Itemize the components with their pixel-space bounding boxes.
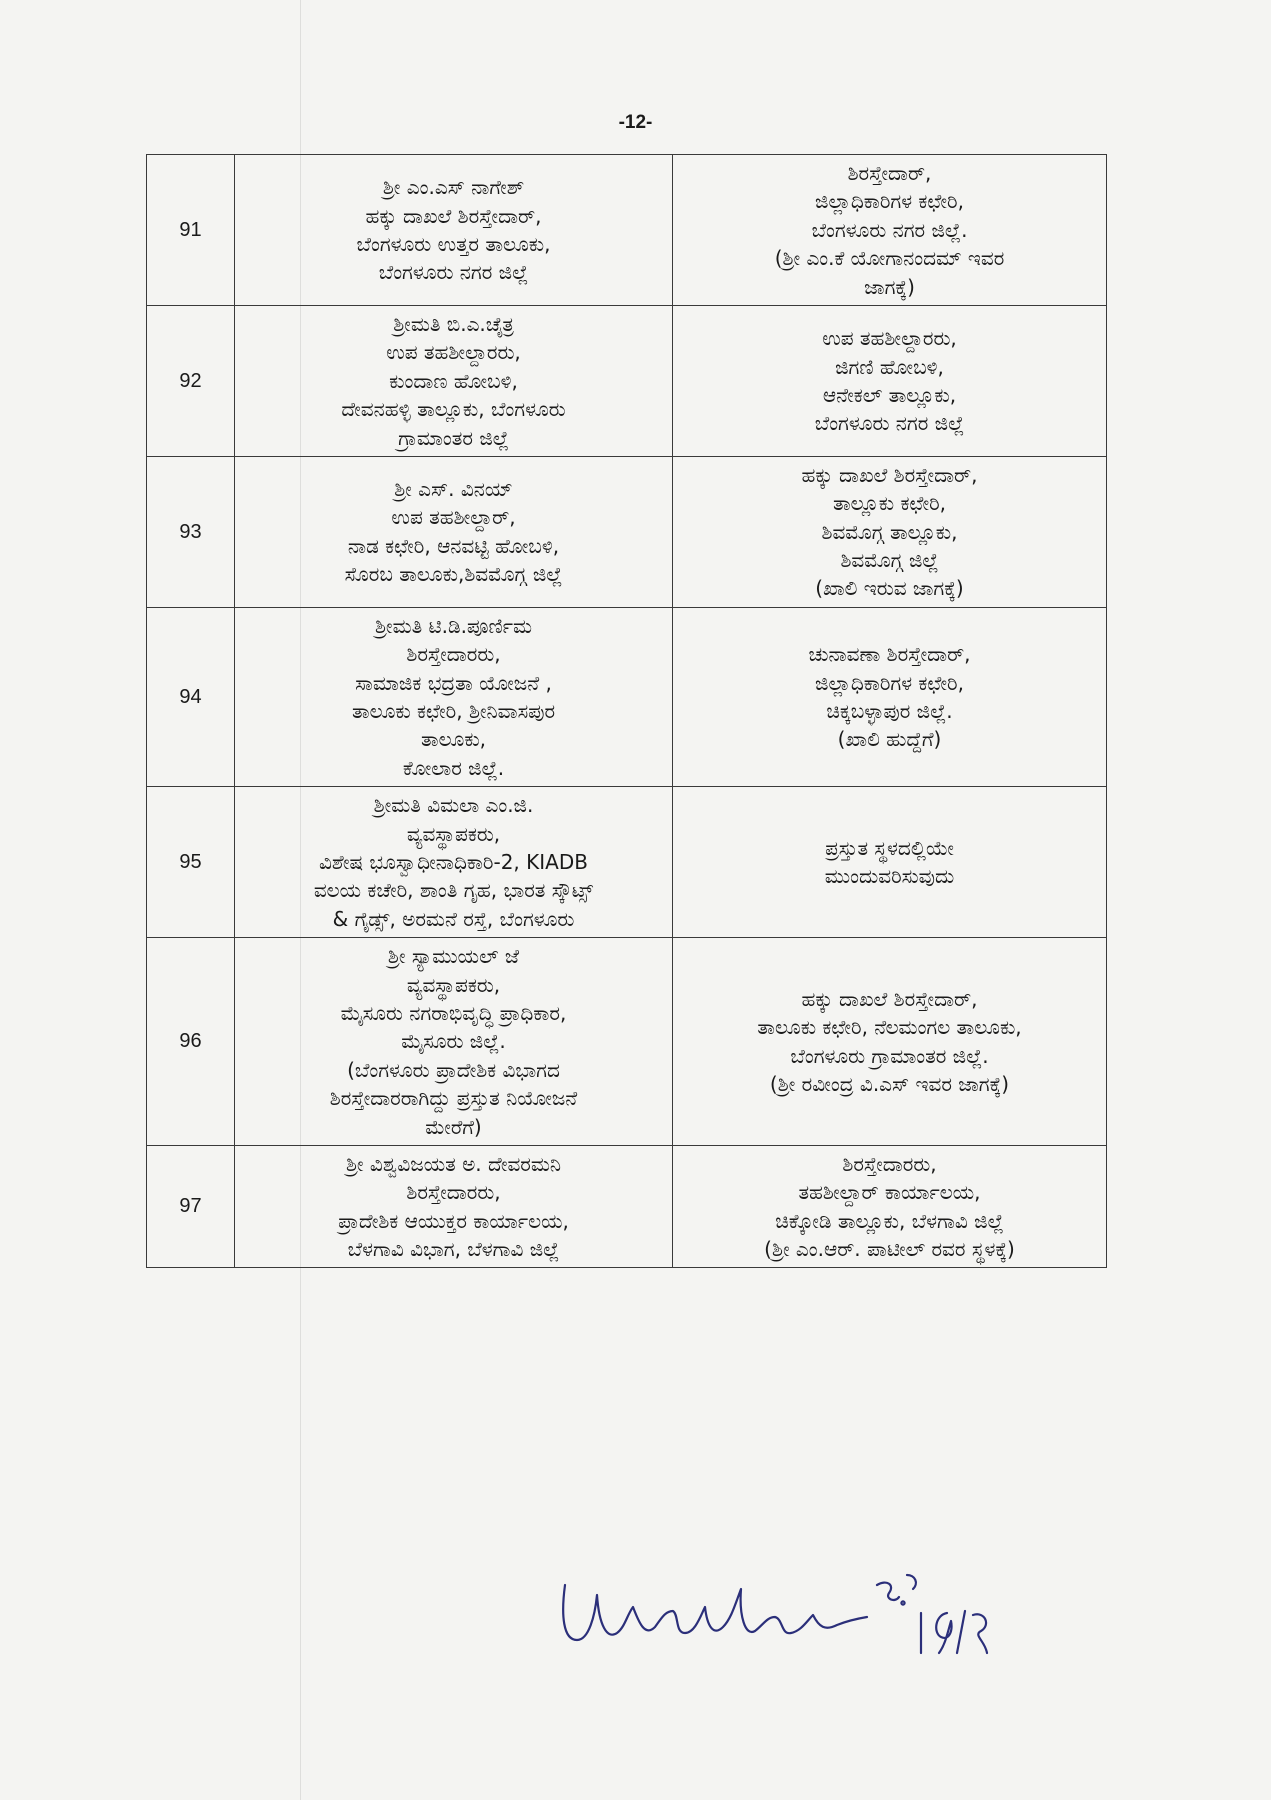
officer-details-cell [235,155,673,306]
new-posting-cell [673,1145,1107,1268]
new-posting-cell [673,456,1107,607]
new-posting-line: ಬೆಂಗಳೂರು ಗ್ರಾಮಾಂತರ ಜಿಲ್ಲೆ. [790,1043,989,1068]
new-posting-line: ಬೆಂಗಳೂರು ನಗರ ಜಿಲ್ಲೆ. [811,217,968,242]
table-row [147,456,1107,607]
new-posting-line: ಹಕ್ಕು ದಾಖಲೆ ಶಿರಸ್ತೇದಾರ್, [801,986,978,1011]
new-posting-cell [673,305,1107,456]
serial-number-cell: 96 [147,938,235,1146]
new-posting-line: ಪ್ರಸ್ತುತ ಸ್ಥಳದಲ್ಲಿಯೇ [825,835,954,860]
officer-details-line: ಹಕ್ಕು ದಾಖಲೆ ಶಿರಸ್ತೇದಾರ್, [365,203,542,228]
new-posting-line: ಆನೇಕಲ್ ತಾಲ್ಲೂಕು, [822,382,957,407]
officer-details-line: ಬೆಳಗಾವಿ ವಿಭಾಗ, ಬೆಳಗಾವಿ ಜಿಲ್ಲೆ [347,1237,560,1262]
new-posting-line: ಶಿರಸ್ತೇದಾರರು, [842,1151,937,1176]
new-posting-line: (ಶ್ರೀ ಎಂ.ಆರ್. ಪಾಟೀಲ್ ರವರ ಸ್ಥಳಕ್ಕೆ) [764,1237,1015,1262]
officer-details-line: ವ್ಯವಸ್ಥಾಪಕರು, [406,972,501,997]
officer-details-line: ಶ್ರೀ ಎಂ.ಎಸ್ ನಾಗೇಶ್ [382,175,525,200]
new-posting-line: ತಾಲೂಕು ಕಛೇರಿ, ನೆಲಮಂಗಲ ತಾಲೂಕು, [757,1015,1022,1040]
officer-details-line: ಶ್ರೀಮತಿ ವಿಮಲಾ ಎಂ.ಜಿ. [373,793,534,818]
serial-number-cell: 93 [147,456,235,607]
new-posting-line: ಮುಂದುವರಿಸುವುದು [824,864,955,889]
table-row [147,155,1107,306]
officer-details-line: ಮೈಸೂರು ನಗರಾಭಿವೃದ್ಧಿ ಪ್ರಾಧಿಕಾರ, [340,1000,567,1025]
officer-details-line: ವಿಶೇಷ ಭೂಸ್ವಾಧೀನಾಧಿಕಾರಿ-2, KIADB [319,849,588,874]
new-posting-line: ಬೆಂಗಳೂರು ನಗರ ಜಿಲ್ಲೆ [814,411,965,436]
serial-number-cell: 97 [147,1145,235,1268]
table-row [147,607,1107,786]
officer-details-line: ಶಿರಸ್ತೇದಾರರು, [406,1180,501,1205]
new-posting-line: ಉಪ ತಹಶೀಲ್ದಾರರು, [822,326,957,351]
new-posting-line: ಚಿಕ್ಕಬಳ್ಳಾಪುರ ಜಿಲ್ಲೆ. [826,699,953,724]
serial-number-cell: 94 [147,607,235,786]
new-posting-line: ಚಿಕ್ಕೋಡಿ ತಾಲ್ಲೂಕು, ಬೆಳಗಾವಿ ಜಿಲ್ಲೆ [775,1208,1004,1233]
new-posting-line: ತಾಲ್ಲೂಕು ಕಛೇರಿ, [832,491,946,516]
officer-details-cell [235,305,673,456]
new-posting-line: ಚುನಾವಣಾ ಶಿರಸ್ತೇದಾರ್, [808,642,971,667]
new-posting-cell [673,607,1107,786]
officer-details-line: ದೇವನಹಳ್ಳಿ ತಾಲ್ಲೂಕು, ಬೆಂಗಳೂರು [341,397,566,422]
officer-details-line: ಪ್ರಾದೇಶಿಕ ಆಯುಕ್ತರ ಕಾರ್ಯಾಲಯ, [338,1208,569,1233]
officer-details-line: ತಾಲೂಕು ಕಛೇರಿ, ಶ್ರೀನಿವಾಸಪುರ [351,699,556,724]
officer-details-cell [235,787,673,938]
new-posting-cell [673,155,1107,306]
new-posting-line: ಜಿಲ್ಲಾಧಿಕಾರಿಗಳ ಕಛೇರಿ, [815,670,964,695]
officer-details-line: ನಾಡ ಕಛೇರಿ, ಆನವಟ್ಟಿ ಹೋಬಳಿ, [347,533,560,558]
officer-details-line: ಶಿರಸ್ತೇದಾರರಾಗಿದ್ದು ಪ್ರಸ್ತುತ ನಿಯೋಜನೆ [329,1086,578,1111]
officer-details-line: ವಲಯ ಕಚೇರಿ, ಶಾಂತಿ ಗೃಹ, ಭಾರತ ಸ್ಕೌಟ್ಸ್ [313,878,594,903]
new-posting-line: ಜಿಲ್ಲಾಧಿಕಾರಿಗಳ ಕಛೇರಿ, [815,189,964,214]
transfer-table [146,154,1107,1268]
table-row [147,787,1107,938]
officer-details-line: ಉಪ ತಹಶೀಲ್ದಾರ್, [391,505,516,530]
officer-details-line: (ಬೆಂಗಳೂರು ಪ್ರಾದೇಶಿಕ ವಿಭಾಗದ [347,1057,560,1082]
officer-details-line: ಶ್ರೀ ಸ್ಯಾಮುಯಲ್ ಜೆ [387,944,520,969]
table-row [147,305,1107,456]
table-body [147,155,1107,1268]
officer-details-line: ವ್ಯವಸ್ಥಾಪಕರು, [406,821,501,846]
officer-details-line: ಶ್ರೀಮತಿ ಟಿ.ಡಿ.ಪೂರ್ಣಿಮ [374,613,533,638]
new-posting-line: ಜಿಗಣಿ ಹೋಬಳಿ, [835,354,944,379]
new-posting-line: (ಖಾಲಿ ಇರುವ ಜಾಗಕ್ಕೆ) [815,576,964,601]
officer-details-line: ಗ್ರಾಮಾಂತರ ಜಿಲ್ಲೆ [398,425,509,450]
new-posting-cell [673,787,1107,938]
officer-details-cell [235,456,673,607]
officer-details-line: ಶಿರಸ್ತೇದಾರರು, [406,642,501,667]
officer-details-line: ಬೆಂಗಳೂರು ಉತ್ತರ ತಾಲೂಕು, [356,231,551,256]
officer-details-line: ಶ್ರೀ ಎಸ್. ವಿನಯ್ [394,477,513,502]
new-posting-line: ತಹಶೀಲ್ದಾರ್ ಕಾರ್ಯಾಲಯ, [798,1180,981,1205]
new-posting-line: ಶಿವಮೊಗ್ಗ ಜಿಲ್ಲೆ [840,548,939,573]
new-posting-line: ಶಿರಸ್ತೇದಾರ್, [847,161,932,185]
officer-details-line: ಕೋಲಾರ ಜಿಲ್ಲೆ. [402,755,505,780]
new-posting-line: (ಶ್ರೀ ಎಂ.ಕೆ ಯೋಗಾನಂದಮ್ ಇವರ [774,246,1005,271]
table-row [147,1145,1107,1268]
table-row [147,938,1107,1146]
serial-number-cell: 95 [147,787,235,938]
new-posting-line: ಶಿವಮೊಗ್ಗ ತಾಲ್ಲೂಕು, [821,519,958,544]
officer-details-line: ಸಾಮಾಜಿಕ ಭದ್ರತಾ ಯೋಜನೆ , [355,670,552,695]
officer-details-line: ಬೆಂಗಳೂರು ನಗರ ಜಿಲ್ಲೆ [378,260,529,285]
officer-details-line: ಸೊರಬ ತಾಲೂಕು,ಶಿವಮೊಗ್ಗ ಜಿಲ್ಲೆ [344,562,563,587]
officer-details-line: ಶ್ರೀಮತಿ ಬಿ.ಎ.ಚೈತ್ರ [393,311,514,336]
new-posting-line: (ಶ್ರೀ ರವೀಂದ್ರ ವಿ.ಎಸ್ ಇವರ ಜಾಗಕ್ಕೆ) [769,1071,1010,1096]
officer-details-line: ಕುಂದಾಣ ಹೋಬಳಿ, [389,368,518,393]
officer-details-line: ತಾಲೂಕು, [420,727,487,752]
new-posting-line: ಹಕ್ಕು ದಾಖಲೆ ಶಿರಸ್ತೇದಾರ್, [801,462,978,487]
new-posting-line: (ಖಾಲಿ ಹುದ್ದೆಗೆ) [837,727,942,752]
officer-details-line: & ಗೈಡ್ಸ್, ಅರಮನೆ ರಸ್ತೆ, ಬೆಂಗಳೂರು [332,906,575,931]
serial-number-cell: 92 [147,305,235,456]
new-posting-cell [673,938,1107,1146]
officer-details-cell [235,1145,673,1268]
officer-details-line: ಶ್ರೀ ವಿಶ್ವವಿಜಯತ ಅ. ದೇವರಮನಿ [345,1151,562,1176]
new-posting-line: ಜಾಗಕ್ಕೆ) [864,274,915,299]
serial-number-cell: 91 [147,155,235,306]
handwritten-signature [555,1545,995,1675]
officer-details-line: ಮೈಸೂರು ಜಿಲ್ಲೆ. [401,1029,506,1054]
officer-details-line: ಮೇರೆಗೆ) [425,1114,482,1139]
officer-details-cell [235,607,673,786]
officer-details-line: ಉಪ ತಹಶೀಲ್ದಾರರು, [386,340,521,365]
officer-details-cell [235,938,673,1146]
page-number: -12- [618,112,653,133]
